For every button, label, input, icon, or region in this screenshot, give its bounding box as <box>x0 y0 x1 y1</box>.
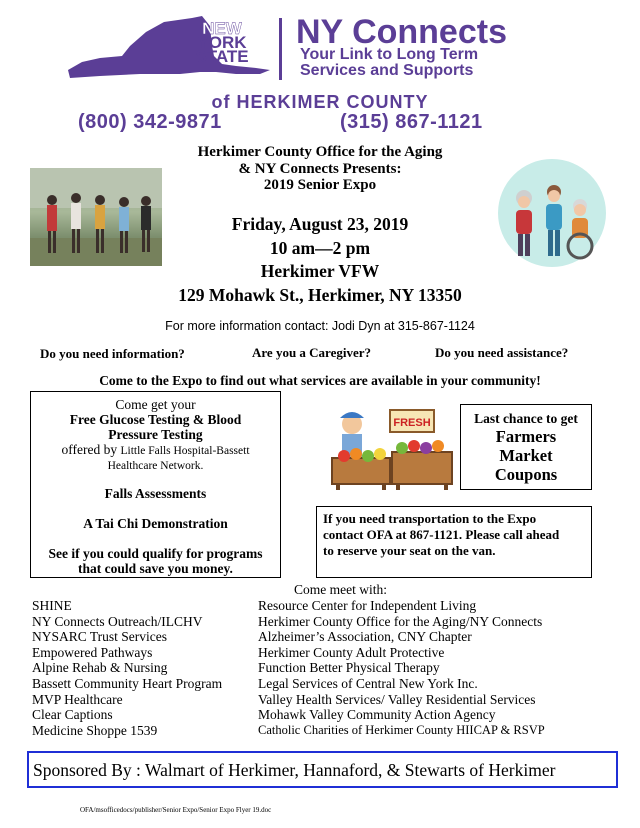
vendor-item: Alpine Rehab & Nursing <box>32 660 168 676</box>
vendor-item: Clear Captions <box>32 707 113 723</box>
farmers-line-2: Farmers <box>495 427 557 446</box>
phone-1: (800) 342-9871 <box>78 111 222 133</box>
caregiver-seniors-icon <box>496 158 608 268</box>
produce-stand-icon <box>330 402 455 492</box>
brand-title: NY Connects <box>296 13 507 51</box>
vendor-item: Medicine Shoppe 1539 <box>32 722 158 738</box>
vendor-item: Mohawk Valley Community Action Agency <box>258 707 496 723</box>
vendor-item: SHINE <box>32 598 72 613</box>
fresh-sign-text: FRESH <box>393 417 431 429</box>
presenter-line-1: Herkimer County Office for the Aging <box>197 144 443 160</box>
question-caregiver: Are you a Caregiver? <box>252 345 372 360</box>
farmers-line-4: Coupons <box>494 465 558 484</box>
vendor-item: Legal Services of Central New York Inc. <box>258 675 478 691</box>
brand-tagline-2: Services and Supports <box>300 62 474 79</box>
vendor-item: MVP Healthcare <box>32 691 123 707</box>
vendor-item: Bassett Community Heart Program <box>32 675 223 691</box>
event-time: 10 am—2 pm <box>269 237 371 258</box>
vendor-item: Catholic Charities of Herkimer County HIICAP & RSVP <box>258 722 545 737</box>
services-offered-org-2: Healthcare Network. <box>107 460 204 472</box>
vendor-item: Alzheimer’s Association, CNY Chapter <box>258 629 472 645</box>
sponsor-text: Sponsored By : Walmart of Herkimer, Hannaford, & Stewarts of Herkimer <box>33 760 556 780</box>
vendor-item: NY Connects Outreach/ILCHV <box>32 613 203 629</box>
caregiver-illustration <box>496 158 608 268</box>
call-to-action: Come to the Expo to find out what services are available in your community! <box>99 373 541 388</box>
vendor-item: Function Better Physical Therapy <box>258 660 440 676</box>
farmers-line-1: Last chance to get <box>474 411 578 426</box>
transport-line-1: If you need transportation to the Expo <box>323 511 537 526</box>
vendor-item: NYSARC Trust Services <box>32 629 168 645</box>
services-offered-org-1: Little Falls Hospital-Bassett <box>120 445 250 457</box>
transport-box <box>316 506 592 578</box>
transport-line-3: to reserve your seat on the van. <box>323 543 496 558</box>
event-date: Friday, August 23, 2019 <box>231 214 409 234</box>
vendor-list-left <box>32 598 222 738</box>
vendor-item: Herkimer County Office for the Aging/NY Connects <box>258 613 543 629</box>
brand-tagline-1: Your Link to Long Term <box>300 46 479 63</box>
event-address: 129 Mohawk St., Herkimer, NY 13350 <box>178 285 462 305</box>
services-falls: Falls Assessments <box>104 486 207 501</box>
question-assistance: Do you need assistance? <box>435 345 569 360</box>
services-box <box>30 391 281 578</box>
footer-file-path: OFA/msofficedocs/publisher/Senior Expo/Senior Expo Flyer 19.doc <box>80 806 272 814</box>
vendor-item: Resource Center for Independent Living <box>258 598 477 613</box>
logo-word-state: STATE <box>195 47 249 66</box>
event-venue: Herkimer VFW <box>260 261 380 281</box>
sponsor-banner <box>27 751 618 788</box>
farmers-market-illustration <box>330 402 455 492</box>
services-qualify-2: that could save you money. <box>78 561 233 576</box>
logo-word-york: YORK <box>197 33 247 52</box>
presenter-line-2: & NY Connects Presents: <box>238 160 402 177</box>
vendor-list-right <box>258 598 545 738</box>
services-taichi: A Tai Chi Demonstration <box>83 516 228 531</box>
services-offered-prefix: offered by <box>61 442 118 457</box>
meet-with-heading: Come meet with: <box>294 582 387 597</box>
contact-info: For more information contact: Jodi Dyn at 315-867-1124 <box>165 319 475 333</box>
services-intro: Come get your <box>115 397 196 412</box>
farmers-line-3: Market <box>499 446 553 465</box>
event-name: 2019 Senior Expo <box>263 177 377 193</box>
vendor-item: Empowered Pathways <box>32 644 153 660</box>
logo-word-new: NEW <box>202 19 242 38</box>
transport-line-2: contact OFA at 867-1121. Please call ahead <box>323 527 560 542</box>
farmers-coupon-box <box>460 404 592 490</box>
services-offered <box>31 442 280 459</box>
vendor-item: Valley Health Services/ Valley Residential Services <box>258 691 536 707</box>
services-qualify-1: See if you could qualify for programs <box>48 546 263 561</box>
phone-2: (315) 867-1121 <box>340 111 483 133</box>
services-glucose: Free Glucose Testing & Blood <box>69 412 242 427</box>
county-name: of HERKIMER COUNTY <box>211 92 429 112</box>
header-divider <box>279 18 282 80</box>
services-pressure: Pressure Testing <box>108 427 203 442</box>
vendor-item: Herkimer County Adult Protective <box>258 644 445 660</box>
ny-state-logo <box>60 12 275 84</box>
question-information: Do you need information? <box>40 346 185 361</box>
